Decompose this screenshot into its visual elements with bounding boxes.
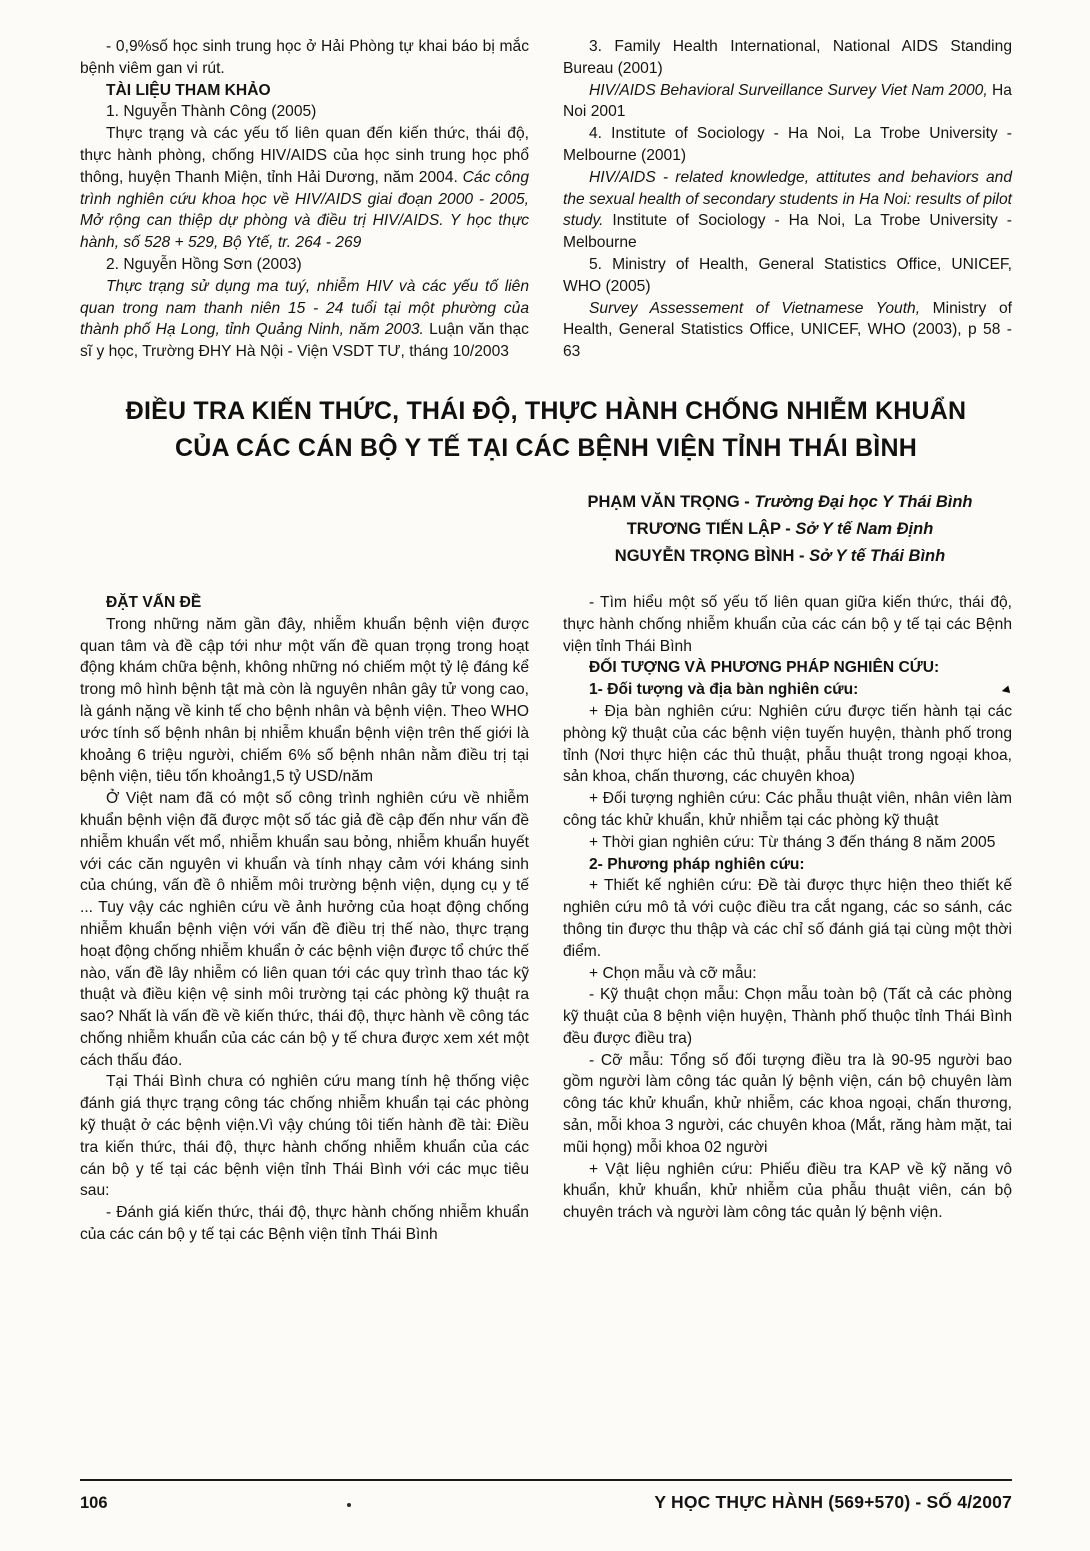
paragraph: + Chọn mẫu và cỡ mẫu: <box>589 964 757 982</box>
author-line <box>550 516 1010 543</box>
paragraph: - Kỹ thuật chọn mẫu: Chọn mẫu toàn bộ (Tất cả các phòng kỹ thuật của 8 bệnh viện huyện, Thành phố thuộc tỉnh Thái Bình đều được điều tra) <box>563 986 1012 1047</box>
page-footer <box>80 1479 1012 1513</box>
reference-4-source: Institute of Sociology - Ha Noi, La Trobe University - Melbourne <box>563 212 1012 252</box>
reference-4-title: HIV/AIDS - related knowledge, attitutes and behaviors and the sexual health of secondary students in Ha Noi: results of pilot study. <box>563 168 1012 230</box>
reference-3-label: 3. Family Health International, National AIDS Standing Bureau (2001) <box>563 38 1012 77</box>
reference-intro-text: - 0,9%số học sinh trung học ở Hải Phòng tự khai báo bị mắc bệnh viêm gan vi rút. <box>80 38 529 77</box>
reference-4-label: 4. Institute of Sociology - Ha Noi, La Trobe University - Melbourne (2001) <box>563 125 1012 164</box>
reference-5-label: 5. Ministry of Health, General Statistics Office, UNICEF, WHO (2005) <box>563 255 1012 295</box>
scan-dot-artifact <box>347 1503 351 1507</box>
section-heading-methods: ĐỐI TƯỢNG VÀ PHƯƠNG PHÁP NGHIÊN CỨU: <box>589 659 940 677</box>
reference-5-body <box>563 298 1012 363</box>
reference-2-source: Luận văn thạc sĩ y học, Trường ĐHY Hà Nội - Viện VSDT TƯ, tháng 10/2003 <box>80 321 529 361</box>
paragraph: + Thiết kế nghiên cứu: Đề tài được thực hiện theo thiết kế nghiên cứu mô tả với cuộc điều tra cắt ngang, các so sánh, các thông tin được thu thập và các chỉ số đánh giá tại cùng một thời điểm. <box>563 877 1012 960</box>
reference-3-body <box>563 80 1012 124</box>
journal-title: Y HỌC THỰC HÀNH (569+570) - SỐ 4/2007 <box>654 1492 1012 1512</box>
article-title <box>90 393 1002 467</box>
paragraph: + Thời gian nghiên cứu: Từ tháng 3 đến tháng 8 năm 2005 <box>589 833 996 851</box>
reference-3-title: HIV/AIDS Behavioral Surveillance Survey Viet Nam 2000, <box>589 81 988 99</box>
reference-2-title: Thực trạng sử dụng ma tuý, nhiễm HIV và các yếu tố liên quan trong nam thanh niên 15 - 24 tuổi tại một phường của thành phố Hạ Long, tỉnh Quảng Ninh, năm 2003. <box>80 277 529 339</box>
ink-smudge-mark: ◄ <box>997 680 1014 699</box>
author-affiliation: Trường Đại học Y Thái Bình <box>754 492 973 511</box>
reference-1-label: 1. Nguyễn Thành Công (2005) <box>106 103 317 121</box>
article-title-line-2: CỦA CÁC CÁN BỘ Y TẾ TẠI CÁC BỆNH VIỆN TỈNH THÁI BÌNH <box>175 433 917 462</box>
body-left-column <box>80 592 529 1246</box>
authors-block <box>550 489 1010 570</box>
refs-right-column <box>563 36 1012 363</box>
article-body <box>80 592 1012 1246</box>
body-right-column <box>563 592 1012 1246</box>
reference-2-body <box>80 276 529 363</box>
paragraph: Tại Thái Bình chưa có nghiên cứu mang tính hệ thống việc đánh giá thực trạng công tác chống nhiễm khuẩn tại các phòng kỹ thuật ở các bệnh viện.Vì vậy chúng tôi tiến hành đề tài: Điều tra kiến thức, thái độ, thực hành chống nhiễm khuẩn của các cán bộ y tế tại các bệnh viện tỉnh Thái Bình với các mục tiêu sau: <box>80 1073 529 1200</box>
paragraph: - Tìm hiểu một số yếu tố liên quan giữa kiến thức, thái độ, thực hành chống nhiễm khuẩn của các cán bộ y tế tại các Bệnh viện tỉnh Thái Bình <box>563 593 1012 655</box>
paragraph: - Cỡ mẫu: Tổng số đối tượng điều tra là 90-95 người bao gồm người làm công tác quản lý bệnh viện, cán bộ chuyên làm công tác khử khuẩn, khử nhiễm, các khoa ngoại, chấn thương, sản, mỗi khoa 3 người, các chuyên khoa (Mắt, răng hàm mặt, tai mũi họng) mỗi khoa 02 người <box>563 1051 1012 1156</box>
article-title-line-1: ĐIỀU TRA KIẾN THỨC, THÁI ĐỘ, THỰC HÀNH CHỐNG NHIỄM KHUẨN <box>125 396 967 425</box>
subsection-heading-1-text: 1- Đối tượng và địa bàn nghiên cứu: <box>589 681 859 699</box>
page-number: 106 <box>80 1494 108 1512</box>
paragraph: + Đối tượng nghiên cứu: Các phẫu thuật viên, nhân viên làm công tác khử khuẩn, khử nhiễm tại các phòng kỹ thuật <box>563 790 1012 829</box>
author-name: NGUYỄN TRỌNG BÌNH - <box>614 546 810 565</box>
references-section <box>80 36 1012 363</box>
subsection-heading-1 <box>563 679 1012 701</box>
paragraph: Trong những năm gần đây, nhiễm khuẩn bệnh viện được quan tâm và đề cập tới như một vấn đề quan trọng trong hoạt động khám chữa bệnh, không những nó chiếm một tỷ lệ đáng kể trong mô hình bệnh tật mà còn là nguyên nhân gây tử vong cao, là gánh nặng về kinh tế cho bệnh nhân và bệnh viện. Theo WHO ước tính số bệnh nhân bị nhiễm khuẩn bệnh viện trên thế giới là khoảng 6 triệu người, chiếm 6% số bệnh nhân nằm điều trị tại bệnh viện, tiêu tốn khoảng1,5 tỷ USD/năm <box>80 615 529 786</box>
reference-5-title: Survey Assessement of Vietnamese Youth, <box>589 299 921 317</box>
author-affiliation: Sở Y tế Thái Bình <box>809 546 946 565</box>
author-name: PHẠM VĂN TRỌNG - <box>587 492 755 511</box>
reference-1-body <box>80 123 529 254</box>
reference-3-source: Ha Noi 2001 <box>563 81 1012 121</box>
paragraph: + Vật liệu nghiên cứu: Phiếu điều tra KAP về kỹ năng vô khuẩn, khử khuẩn, khử nhiễm của phẫu thuật viên, cán bộ chuyên trách và người làm công tác quản lý bệnh viện. <box>563 1160 1012 1222</box>
reference-4-body <box>563 167 1012 254</box>
author-name: TRƯƠNG TIẾN LẬP - <box>626 519 796 538</box>
author-affiliation: Sở Y tế Nam Định <box>795 519 934 538</box>
author-line <box>550 543 1010 570</box>
subsection-heading-2: 2- Phương pháp nghiên cứu: <box>589 855 805 873</box>
references-heading: TÀI LIỆU THAM KHẢO <box>106 81 271 99</box>
refs-left-column <box>80 36 529 363</box>
paragraph: Ở Việt nam đã có một số công trình nghiên cứu về nhiễm khuẩn bệnh viện đã được một số tác giả đề cập đến như vấn đề nhiễm khuẩn vết mổ, nhiễm khuẩn sau bỏng, nhiễm khuẩn huyết với các căn nguyên vi khuẩn và tính nhạy cảm với kháng sinh của chúng, vấn đề ô nhiễm môi trường bệnh viện, dụng cụ y tế ... Tuy vậy các nghiên cứu về ảnh hưởng của hoạt động chống nhiễm khuẩn bệnh viện với vấn đề điều trị thế nào, thực trạng hoạt động chống nhiễm khuẩn ở các bệnh viện được tổ chức thế nào, vấn đề lây nhiễm có liên quan tới các quy trình thao tác kỹ thuật và điều kiện vệ sinh môi trường tại các phòng kỹ thuật ra sao? Nhất là vấn đề về kiến thức, thái độ, thực hành về công tác chống nhiễm khuẩn của các cán bộ y tế chưa được xem xét một cách thấu đáo. <box>80 790 529 1069</box>
reference-1-source: Các công trình nghiên cứu khoa học về HIV/AIDS giai đoạn 2000 - 2005, Mở rộng can thiệp dự phòng và điều trị HIV/AIDS. Y học thực hành, số 528 + 529, Bộ Ytế, tr. 264 - 269 <box>80 168 529 252</box>
author-line <box>550 489 1010 516</box>
reference-5-source: Ministry of Health, General Statistics Office, UNICEF, WHO (2003), p 58 - 63 <box>563 299 1012 361</box>
reference-1-title: Thực trạng và các yếu tố liên quan đến kiến thức, thái độ, thực hành phòng, chống HIV/AIDS của học sinh trung học phổ thông, huyện Thanh Miện, tỉnh Hải Dương, năm 2004. <box>80 125 529 186</box>
paragraph: + Địa bàn nghiên cứu: Nghiên cứu được tiến hành tại các phòng kỹ thuật của các bệnh viện tuyến huyện, thành phố trong tỉnh (Nơi thực hiện các thủ thuật, phẫu thuật trong ngoại khoa, sản khoa, chấn thương, các chuyên khoa) <box>563 702 1012 786</box>
reference-2-label: 2. Nguyễn Hồng Sơn (2003) <box>106 255 302 273</box>
section-heading-problem: ĐẶT VẤN ĐỀ <box>106 593 202 611</box>
paragraph: - Đánh giá kiến thức, thái độ, thực hành chống nhiễm khuẩn của các cán bộ y tế tại các Bệnh viện tỉnh Thái Bình <box>80 1204 529 1244</box>
